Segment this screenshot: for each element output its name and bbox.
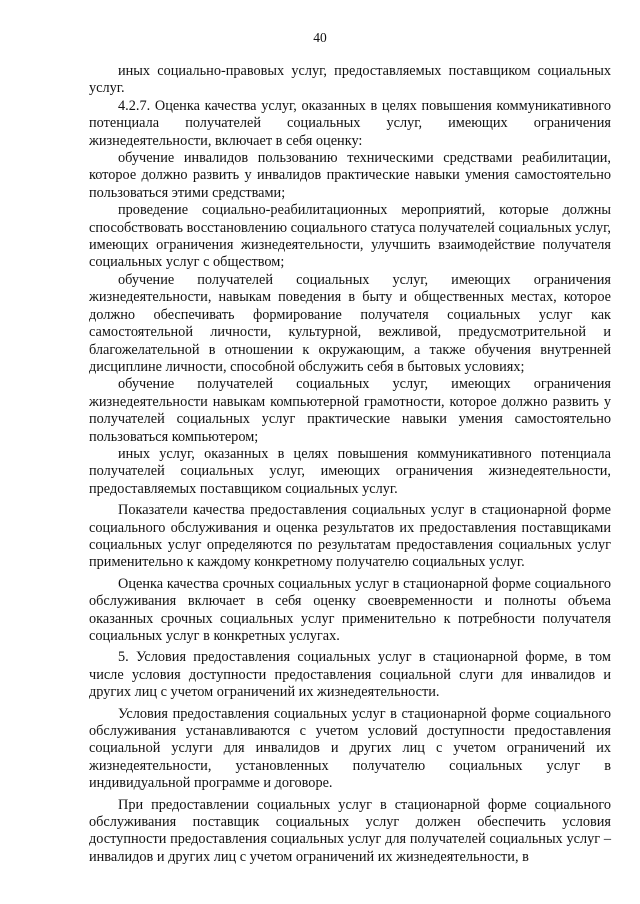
- paragraph-urgent-services-assessment: Оценка качества срочных социальных услуг в стационарной форме социального обслуживания включает в себя оценку своевременности и полноты объема оказанных срочных социальных услуг применительно к потребности получателя социальных услуг в конкретных услугах.: [89, 575, 611, 644]
- paragraph-section-5-heading: 5. Условия предоставления социальных услуг в стационарной форме, в том числе условия доступности предоставления социальной слуги для инвалидов и других лиц с учетом ограничений их жизнедеятельности.: [89, 649, 611, 701]
- paragraph-list-item: обучение получателей социальных услуг, имеющих ограничения жизнедеятельности навыкам компьютерной грамотности, которое должно развить у получателей социальных услуг практические навыки умения самостоятельно пользоваться компьютером;: [89, 376, 611, 445]
- paragraph-quality-indicators: Показатели качества предоставления социальных услуг в стационарной форме социального обслуживания и оценка результатов их предоставления поставщиками социальных услуг определяются по результатам предоставления социальных услуг применительно к каждому конкретному получателю социальных услуг.: [89, 502, 611, 571]
- paragraph-list-item: обучение инвалидов пользованию техническими средствами реабилитации, которое должно развить у инвалидов практические навыки умения самостоятельно пользоваться этими средствами;: [89, 150, 611, 201]
- page-number: 40: [313, 30, 327, 45]
- document-body: [89, 63, 611, 866]
- paragraph-list-item: проведение социально-реабилитационных мероприятий, которые должны способствовать восстановлению социального статуса получателей социальных услуг, имеющих ограничения жизнедеятельности, улучшить взаимодействие получателя социальных услуг с обществом;: [89, 202, 611, 271]
- paragraph-accessibility: При предоставлении социальных услуг в стационарной форме социального обслуживания поставщик социальных услуг должен обеспечить условия доступности предоставления социальных услуг для получателей социальных услуг – инвалидов и других лиц с учетом ограничений их жизнедеятельности, в: [89, 796, 611, 865]
- paragraph-section-4-2-7: 4.2.7. Оценка качества услуг, оказанных в целях повышения коммуникативного потенциала получателей социальных услуг, имеющих ограничения жизнедеятельности, включает в себя оценку:: [89, 97, 611, 149]
- paragraph-list-item: обучение получателей социальных услуг, имеющих ограничения жизнедеятельности, навыкам поведения в быту и общественных местах, которое должно обеспечивать формирование получателя социальных услуг как самостоятельной личности, культурной, вежливой, предусмотрительной и благожелательной в отношении к окружающим, а также обучения внутренней дисциплине личности, способной обслужить себя в бытовых условиях;: [89, 271, 611, 375]
- paragraph-continuation: иных социально-правовых услуг, предоставляемых поставщиком социальных услуг.: [89, 63, 611, 97]
- paragraph-list-item: иных услуг, оказанных в целях повышения коммуникативного потенциала получателей социальных услуг, имеющих ограничения жизнедеятельности, предоставляемых поставщиком социальных услуг.: [89, 445, 611, 497]
- paragraph-conditions: Условия предоставления социальных услуг в стационарной форме социального обслуживания устанавливаются с учетом условий доступности предоставления социальной услуги для инвалидов и других лиц с учетом ограничений их жизнедеятельности, установленных получателю социальных услуг в индивидуальной программе и договоре.: [89, 705, 611, 792]
